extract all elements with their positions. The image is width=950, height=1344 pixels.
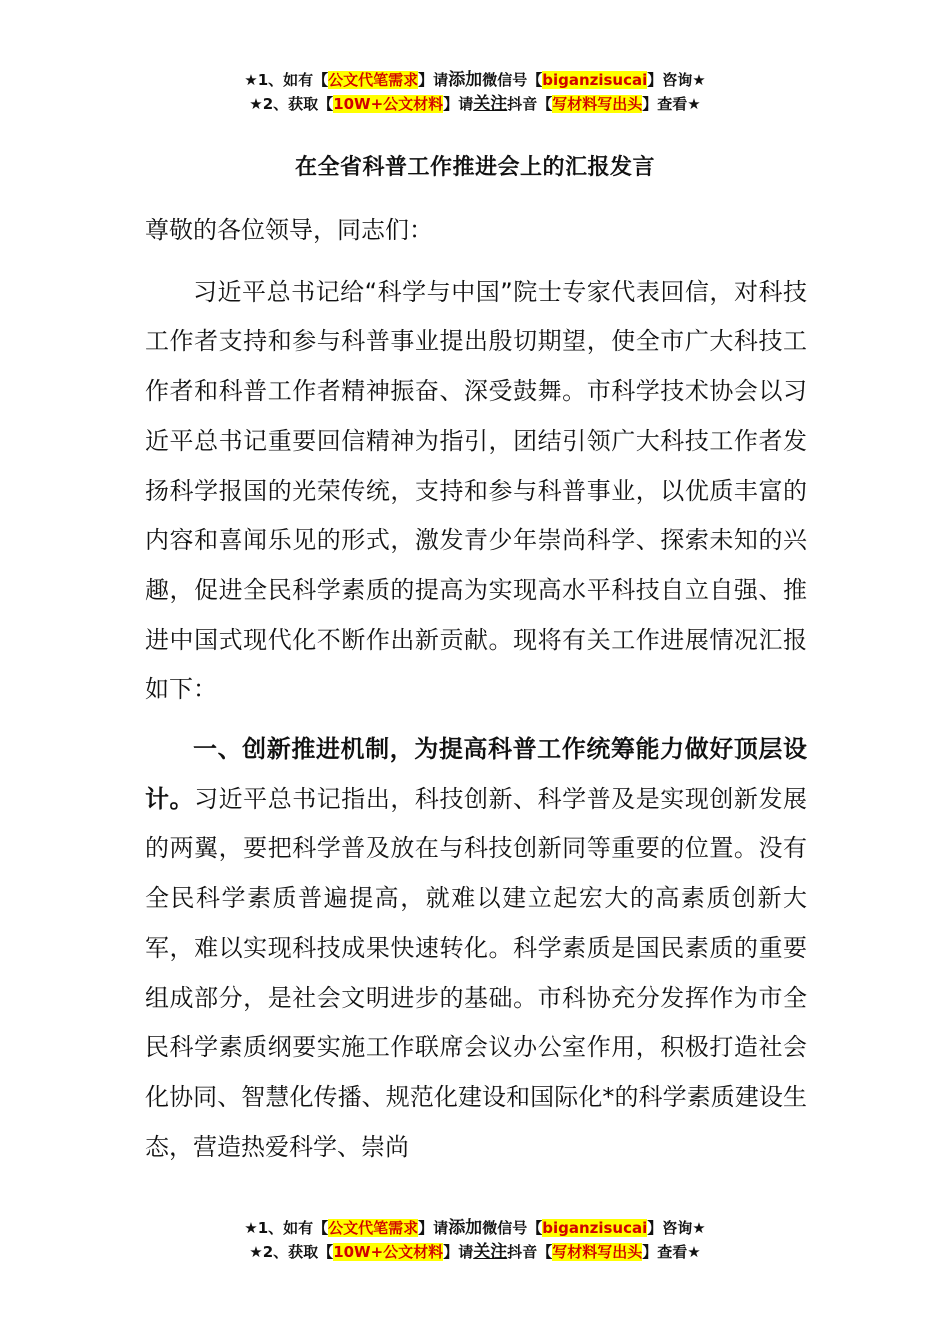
- banner-line-2: [0, 92, 950, 116]
- document-body: [145, 206, 807, 1172]
- banner-text: 】查看★: [642, 95, 701, 113]
- document-title: 在全省科普工作推进会上的汇报发言: [294, 155, 655, 180]
- paragraph-intro: 习近平总书记给“科学与中国”院士专家代表回信，对科技工作者支持和参与科普事业提出殷切期望，使全市广大科技工作者和科普工作者精神振奋、深受鼓舞。市科学技术协会以习近平总书记重要回信精神为指引，团结引领广大科技工作者发扬科学报国的光荣传统，支持和参与科普事业，以优质丰富的内容和喜闻乐见的形式，激发青少年崇尚科学、探索未知的兴趣，促进全民科学素质的提高为实现高水平科技自立自强、推进中国式现代化不断作出新贡献。现将有关工作进展情况汇报如下：: [145, 277, 807, 704]
- banner-emphasis: 关注: [473, 1242, 508, 1262]
- banner-highlight: 公文代笔需求: [328, 1219, 419, 1237]
- banner-emphasis: 添加: [448, 70, 483, 90]
- banner-text: ★2、获取【: [249, 95, 334, 113]
- banner-highlight: biganzisucai: [542, 71, 648, 89]
- header-banner: [0, 68, 950, 116]
- banner-line-1: [0, 68, 950, 92]
- banner-highlight: 写材料写出头: [552, 95, 643, 113]
- banner-highlight: 10W+公文材料: [333, 1243, 444, 1261]
- banner-text: 】请: [443, 95, 474, 113]
- banner-text: ★1、如有【: [244, 71, 329, 89]
- banner-highlight: biganzisucai: [542, 1219, 648, 1237]
- banner-text: 】查看★: [642, 1243, 701, 1261]
- banner-highlight: 公文代笔需求: [328, 71, 419, 89]
- paragraph-section-1: [145, 725, 807, 1172]
- footer-banner: [0, 1216, 950, 1264]
- banner-text: 】请: [418, 71, 449, 89]
- banner-line-1: [0, 1216, 950, 1240]
- banner-text: ★2、获取【: [249, 1243, 334, 1261]
- banner-text: 】请: [418, 1219, 449, 1237]
- banner-emphasis: 添加: [448, 1218, 483, 1238]
- banner-text: 微信号【: [482, 71, 543, 89]
- banner-text: 】请: [443, 1243, 474, 1261]
- banner-text: 】咨询★: [647, 71, 706, 89]
- banner-text: 微信号【: [482, 1219, 543, 1237]
- banner-highlight: 10W+公文材料: [333, 95, 444, 113]
- banner-emphasis: 关注: [473, 94, 508, 114]
- banner-highlight: 写材料写出头: [552, 1243, 643, 1261]
- banner-text: 抖音【: [507, 95, 553, 113]
- banner-line-2: [0, 1240, 950, 1264]
- section-heading: 一、创新推进机制，为提高科普工作统筹能力做好顶层设计。: [145, 735, 807, 813]
- banner-text: ★1、如有【: [244, 1219, 329, 1237]
- banner-text: 】咨询★: [647, 1219, 706, 1237]
- banner-text: 抖音【: [507, 1243, 553, 1261]
- section-body: 习近平总书记指出，科技创新、科学普及是实现创新发展的两翼，要把科学普及放在与科技创新同等重要的位置。没有全民科学素质普遍提高，就难以建立起宏大的高素质创新大军，难以实现科技成果快速转化。科学素质是国民素质的重要组成部分，是社会文明进步的基础。市科协充分发挥作为市全民科学素质纲要实施工作联席会议办公室作用，积极打造社会化协同、智慧化传播、规范化建设和国际化*的科学素质建设生态，营造热爱科学、崇尚: [145, 784, 807, 1161]
- salutation: 尊敬的各位领导，同志们：: [145, 216, 433, 244]
